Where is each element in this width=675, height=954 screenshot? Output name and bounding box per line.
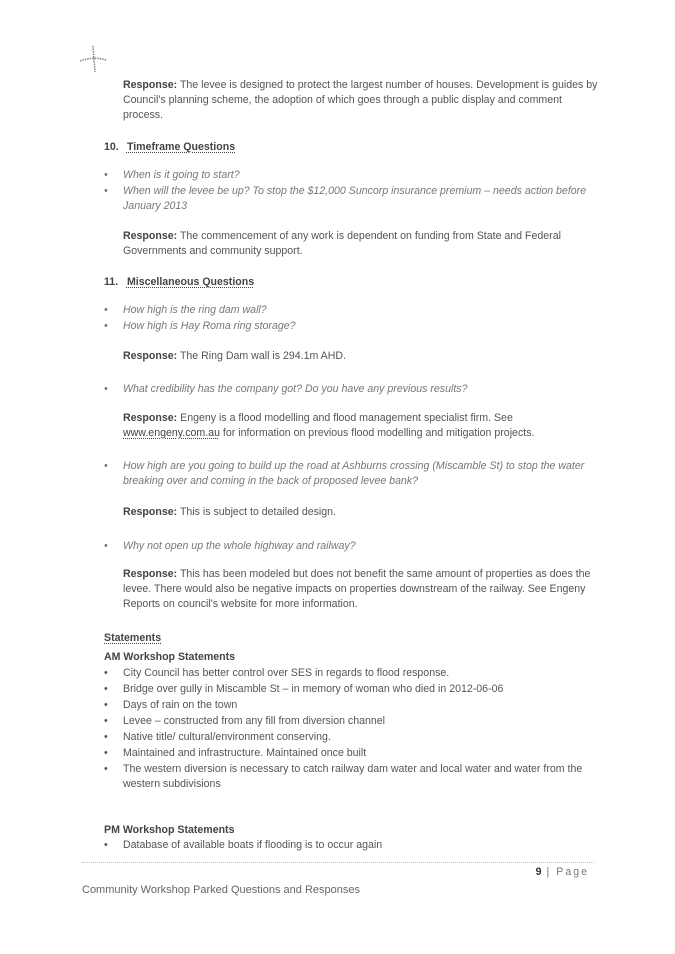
bullet-icon: • xyxy=(104,839,108,851)
statement-item xyxy=(104,666,604,681)
statements-heading: Statements xyxy=(104,632,162,644)
statement-text: Database of available boats if flooding is to occur again xyxy=(123,839,383,851)
bullet-icon: • xyxy=(104,747,108,759)
bullet-icon: • xyxy=(104,667,108,679)
statement-text: City Council has better control over SES in regards to flood response. xyxy=(123,667,450,679)
statement-item xyxy=(104,762,604,792)
section-heading-miscellaneous xyxy=(104,276,254,288)
question-text: How high is Hay Roma ring storage? xyxy=(123,320,296,332)
response-text: This has been modeled but does not benefit the same amount of properties as does the levee. There would also be negative impacts on properties downstream of the railway. See Engeny Reports on council's website for more information. xyxy=(123,568,591,610)
credibility-response xyxy=(123,411,603,441)
response-text: Engeny is a flood modelling and flood management specialist firm. See xyxy=(180,412,513,424)
bullet-icon: • xyxy=(104,320,108,332)
response-label: Response: xyxy=(123,350,178,362)
bullet-icon: • xyxy=(104,169,108,181)
response-text: This is subject to detailed design. xyxy=(179,506,336,518)
question-item xyxy=(104,459,604,489)
page-number xyxy=(536,866,589,878)
statement-text: Days of rain on the town xyxy=(123,699,238,711)
ring-dam-response xyxy=(123,349,603,364)
footer-divider xyxy=(82,862,594,863)
question-item xyxy=(104,168,604,183)
response-text: for information on previous flood modelling and mitigation projects. xyxy=(222,427,535,439)
intro-response xyxy=(123,78,603,123)
road-response xyxy=(123,505,603,520)
bullet-icon: • xyxy=(104,540,108,552)
question-text: What credibility has the company got? Do you have any previous results? xyxy=(123,383,468,395)
bullet-icon: • xyxy=(104,683,108,695)
response-text: The commencement of any work is dependent on funding from State and Federal Governments and community support. xyxy=(123,230,561,257)
question-text: When is it going to start? xyxy=(123,169,240,181)
response-label: Response: xyxy=(123,230,178,242)
am-workshop-heading: AM Workshop Statements xyxy=(104,651,236,663)
question-text: How high are you going to build up the road at Ashburns crossing (Miscamble St) to stop the water breaking over and coming in the back of proposed levee bank? xyxy=(123,460,585,487)
section-heading-timeframe xyxy=(104,141,235,153)
question-text: Why not open up the whole highway and railway? xyxy=(123,540,356,552)
question-item xyxy=(104,184,604,214)
statement-item xyxy=(104,730,604,745)
question-item xyxy=(104,539,604,554)
response-label: Response: xyxy=(123,506,178,518)
statement-item xyxy=(104,714,604,729)
page-number-value: 9 xyxy=(535,866,542,878)
response-label: Response: xyxy=(123,79,178,91)
statement-text: Native title/ cultural/environment conserving. xyxy=(123,731,331,743)
section-title: Timeframe Questions xyxy=(126,141,236,153)
question-text: How high is the ring dam wall? xyxy=(123,304,267,316)
timeframe-response xyxy=(123,229,603,259)
statement-item xyxy=(104,746,604,761)
question-item xyxy=(104,382,604,397)
page-word: Page xyxy=(556,866,589,878)
bullet-icon: • xyxy=(104,185,108,197)
engeny-website-link[interactable]: www.engeny.com.au xyxy=(123,427,220,439)
question-item xyxy=(104,319,604,334)
crop-mark-icon xyxy=(78,44,108,74)
highway-response xyxy=(123,567,603,612)
statement-text: Maintained and infrastructure. Maintained once built xyxy=(123,747,367,759)
response-text: The Ring Dam wall is 294.1m AHD. xyxy=(179,350,346,362)
bullet-icon: • xyxy=(104,763,108,775)
question-text: When will the levee be up? To stop the $12,000 Suncorp insurance premium – needs action before January 2013 xyxy=(123,185,587,212)
statement-text: Levee – constructed from any fill from diversion channel xyxy=(123,715,386,727)
statement-item xyxy=(104,838,604,853)
statement-text: Bridge over gully in Miscamble St – in memory of woman who died in 2012-06-06 xyxy=(123,683,504,695)
page-separator: | xyxy=(546,866,552,878)
bullet-icon: • xyxy=(104,699,108,711)
section-number: 11. xyxy=(104,276,119,288)
question-item xyxy=(104,303,604,318)
bullet-icon: • xyxy=(104,304,108,316)
section-title: Miscellaneous Questions xyxy=(126,276,255,288)
statement-item xyxy=(104,682,604,697)
response-label: Response: xyxy=(123,568,178,580)
statement-item xyxy=(104,698,604,713)
pm-workshop-heading: PM Workshop Statements xyxy=(104,824,235,836)
section-number: 10. xyxy=(104,141,119,153)
response-label: Response: xyxy=(123,412,178,424)
bullet-icon: • xyxy=(104,715,108,727)
bullet-icon: • xyxy=(104,731,108,743)
bullet-icon: • xyxy=(104,460,108,472)
statement-text: The western diversion is necessary to catch railway dam water and local water and water from the western subdivisions xyxy=(123,763,583,790)
response-text: The levee is designed to protect the largest number of houses. Development is guides by Council's planning scheme, the adoption of which goes through a public display and comment process. xyxy=(123,79,598,121)
document-footer-title: Community Workshop Parked Questions and Responses xyxy=(82,884,360,896)
bullet-icon: • xyxy=(104,383,108,395)
